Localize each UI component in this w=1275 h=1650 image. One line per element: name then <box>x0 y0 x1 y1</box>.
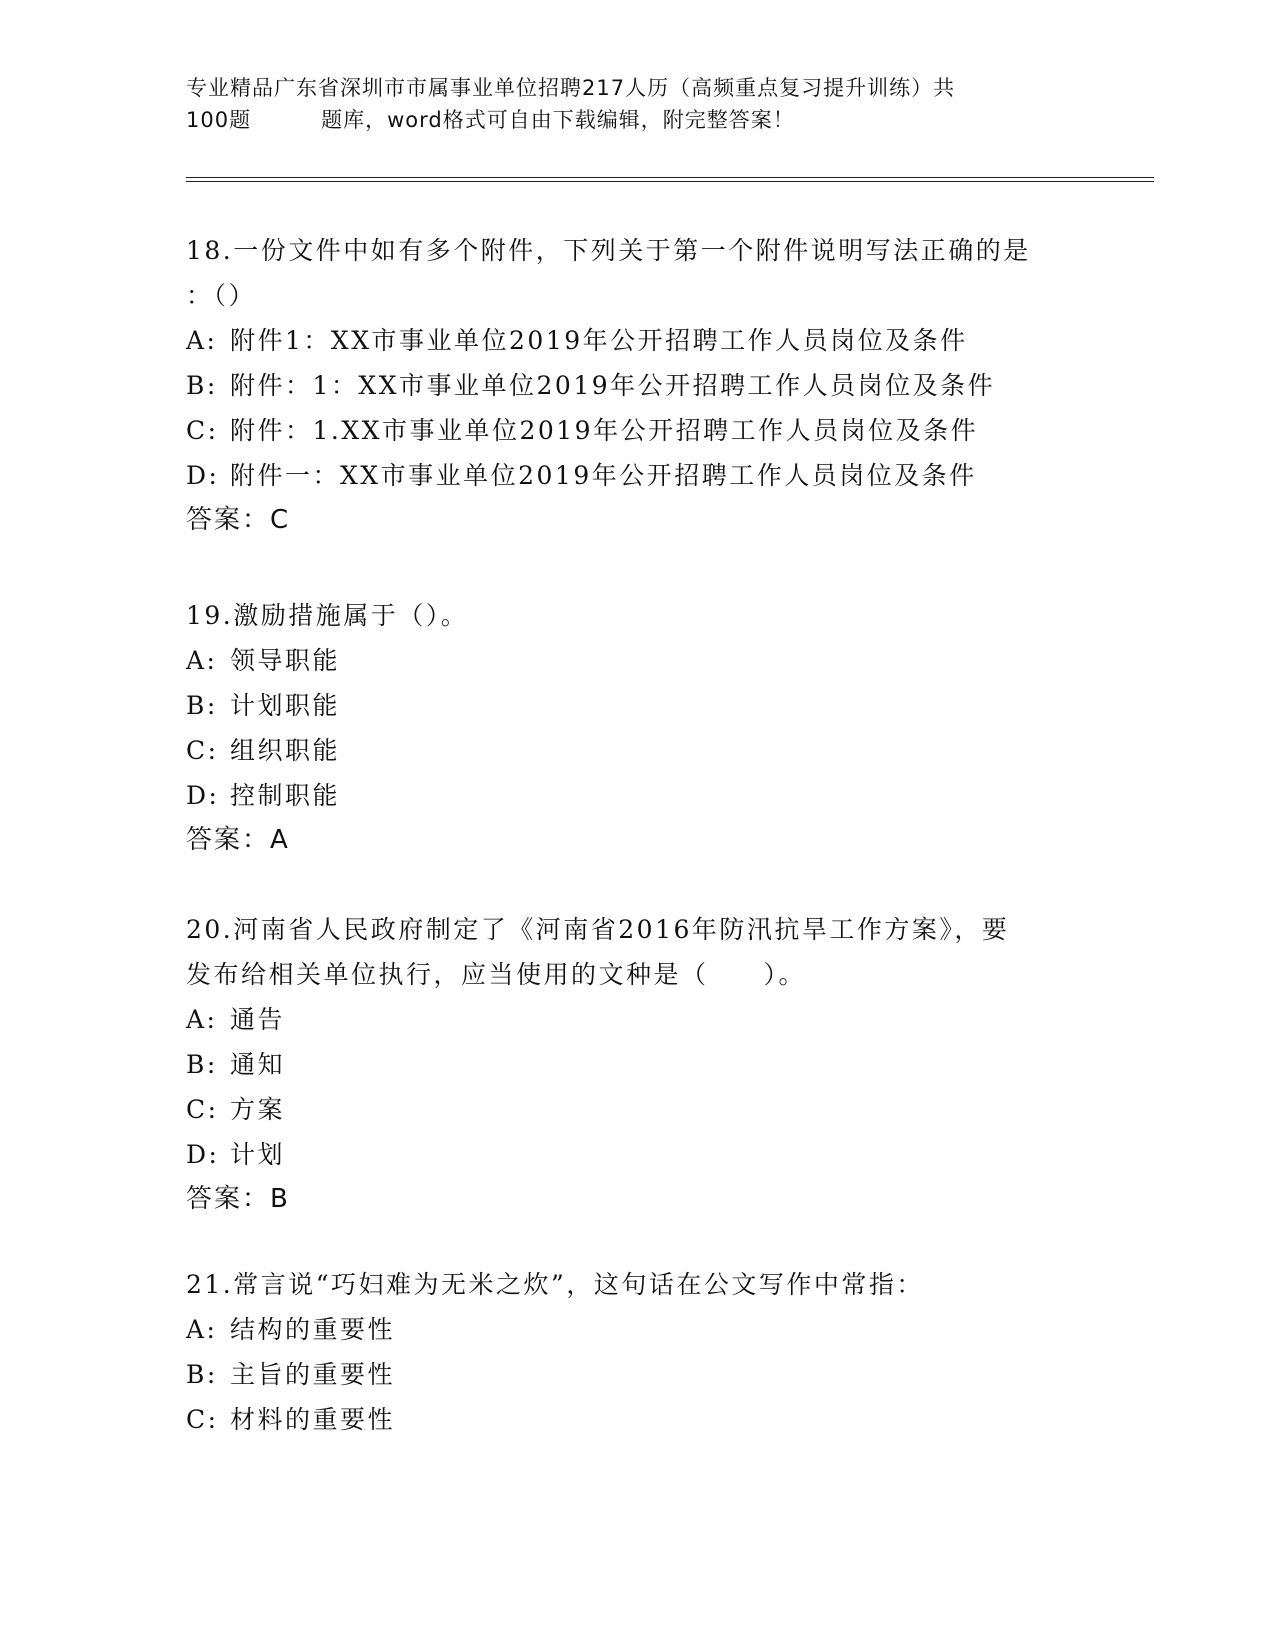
option-text: 计划 <box>230 1140 286 1169</box>
option-a <box>186 1307 1086 1352</box>
question-20 <box>186 907 1086 1222</box>
option-text: 方案 <box>230 1095 286 1124</box>
option-c <box>186 728 1086 773</box>
option-label: C: <box>186 416 219 445</box>
option-label: B: <box>186 1360 218 1389</box>
option-label: D: <box>186 1140 220 1169</box>
option-text: 结构的重要性 <box>230 1315 396 1344</box>
header-divider-bottom <box>186 181 1154 182</box>
option-c <box>186 1397 1086 1442</box>
header-line-2 <box>186 104 1086 136</box>
option-label: D: <box>186 781 220 810</box>
question-18 <box>186 228 1086 543</box>
option-label: A: <box>186 326 218 355</box>
option-d <box>186 1132 1086 1177</box>
question-stem-line: 发布给相关单位执行，应当使用的文种是（ ）。 <box>186 960 807 989</box>
option-c <box>186 1087 1086 1132</box>
option-text: 领导职能 <box>230 646 341 675</box>
answer: 答案：B <box>186 1184 290 1214</box>
option-b <box>186 363 1086 408</box>
option-b <box>186 1042 1086 1087</box>
question-21 <box>186 1262 1086 1442</box>
option-text: 通告 <box>230 1005 286 1034</box>
question-stem-line: 19.激励措施属于（）。 <box>186 601 469 630</box>
option-text: 附件：1.XX市事业单位2019年公开招聘工作人员岗位及条件 <box>230 416 979 445</box>
option-label: B: <box>186 1050 218 1079</box>
option-label: D: <box>186 461 220 490</box>
option-label: B: <box>186 691 218 720</box>
option-label: C: <box>186 736 219 765</box>
option-label: A: <box>186 1005 218 1034</box>
option-label: B: <box>186 371 218 400</box>
option-text: 控制职能 <box>230 781 341 810</box>
option-text: 主旨的重要性 <box>230 1360 396 1389</box>
header-divider-top <box>186 177 1154 178</box>
option-c <box>186 408 1086 453</box>
option-a <box>186 318 1086 363</box>
option-d <box>186 773 1086 818</box>
answer: 答案：A <box>186 825 290 855</box>
option-text: 计划职能 <box>230 691 341 720</box>
option-text: 材料的重要性 <box>230 1405 396 1434</box>
option-label: C: <box>186 1405 219 1434</box>
option-a <box>186 997 1086 1042</box>
option-a <box>186 638 1086 683</box>
option-text: 组织职能 <box>230 736 341 765</box>
option-label: C: <box>186 1095 219 1124</box>
question-19 <box>186 593 1086 863</box>
header-question-count: 100题 <box>186 108 252 132</box>
header-line-1: 专业精品广东省深圳市市属事业单位招聘217人历（高频重点复习提升训练）共 <box>186 76 956 100</box>
question-stem-line: 18.一份文件中如有多个附件，下列关于第一个附件说明写法正确的是 <box>186 236 1031 265</box>
option-b <box>186 683 1086 728</box>
option-text: 附件：1：XX市事业单位2019年公开招聘工作人员岗位及条件 <box>230 371 996 400</box>
option-b <box>186 1352 1086 1397</box>
question-stem-line: 20.河南省人民政府制定了《河南省2016年防汛抗旱工作方案》，要 <box>186 915 1010 944</box>
option-label: A: <box>186 1315 218 1344</box>
answer: 答案：C <box>186 505 291 535</box>
option-text: 通知 <box>230 1050 286 1079</box>
document-header <box>186 72 1086 136</box>
option-d <box>186 453 1086 498</box>
question-stem-line: 21.常言说“巧妇难为无米之炊”，这句话在公文写作中常指： <box>186 1270 924 1299</box>
option-text: 附件一：XX市事业单位2019年公开招聘工作人员岗位及条件 <box>230 461 977 490</box>
header-description: 题库，word格式可自由下载编辑，附完整答案！ <box>321 108 795 132</box>
option-label: A: <box>186 646 218 675</box>
option-text: 附件1：XX市事业单位2019年公开招聘工作人员岗位及条件 <box>230 326 968 355</box>
question-stem-line: ：（） <box>186 281 257 310</box>
